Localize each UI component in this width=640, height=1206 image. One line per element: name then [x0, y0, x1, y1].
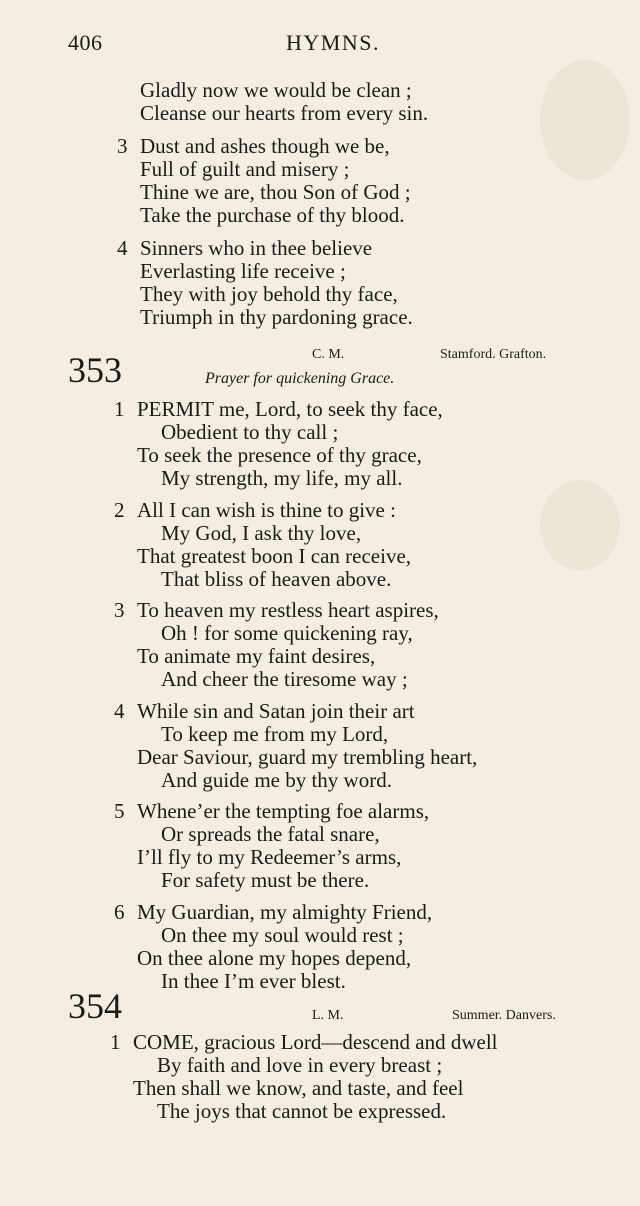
verse-line: Triumph in thy pardoning grace. [140, 305, 413, 329]
verse-line: My Guardian, my almighty Friend, [137, 900, 433, 924]
page-number: 406 [68, 30, 103, 55]
verse-line: On thee alone my hopes depend, [137, 946, 412, 970]
verse-line: To heaven my restless heart aspires, [137, 598, 439, 622]
verse-line: For safety must be there. [161, 868, 370, 892]
verse-line: They with joy behold thy face, [140, 282, 398, 306]
verse-line: I’ll fly to my Redeemer’s arms, [137, 845, 402, 869]
verse-line: Sinners who in thee believe [140, 236, 373, 260]
verse-line: Gladly now we would be clean ; [140, 78, 412, 102]
verse-line: COME, gracious Lord—descend and dwell [133, 1030, 498, 1054]
hymn-tunes: Stamford. Grafton. [440, 347, 547, 362]
verse-line: To animate my faint desires, [137, 644, 376, 668]
verse-line: Thine we are, thou Son of God ; [140, 180, 411, 204]
verse-number: 6 [114, 900, 125, 924]
verse-line: Oh ! for some quickening ray, [161, 621, 413, 645]
hymn-meter: C. M. [312, 347, 345, 362]
verse-line: Cleanse our hearts from every sin. [140, 101, 429, 125]
verse-line: My God, I ask thy love, [161, 521, 362, 545]
hymn-number: 354 [68, 986, 122, 1026]
hymn-subtitle: Prayer for quickening Grace. [205, 370, 395, 387]
verse-line: To keep me from my Lord, [161, 722, 389, 746]
verse-number: 3 [114, 598, 125, 622]
verse-line: Take the purchase of thy blood. [140, 203, 405, 227]
verse-line: Whene’er the tempting foe alarms, [137, 799, 430, 823]
verse-number: 3 [117, 134, 128, 158]
verse-line: That bliss of heaven above. [161, 567, 392, 591]
verse-line: PERMIT me, Lord, to seek thy face, [137, 397, 443, 421]
verse-number: 5 [114, 799, 125, 823]
verse-line: Dust and ashes though we be, [140, 134, 390, 158]
hymn-meter: L. M. [312, 1008, 344, 1023]
running-title: HYMNS. [286, 30, 380, 55]
verse-line: Dear Saviour, guard my trembling heart, [137, 745, 478, 769]
verse-line: Everlasting life receive ; [140, 259, 346, 283]
verse-line: To seek the presence of thy grace, [137, 443, 422, 467]
hymn-number: 353 [68, 350, 122, 390]
verse-line: My strength, my life, my all. [161, 466, 403, 490]
verse-line: And cheer the tiresome way ; [161, 667, 408, 691]
verse-line: Full of guilt and misery ; [140, 157, 350, 181]
verse-line: In thee I’m ever blest. [161, 969, 346, 993]
verse-line: Then shall we know, and taste, and feel [133, 1076, 464, 1100]
verse-line: On thee my soul would rest ; [161, 923, 404, 947]
verse-line: By faith and love in every breast ; [157, 1053, 443, 1077]
verse-line: Obedient to thy call ; [161, 420, 339, 444]
verse-number: 4 [114, 699, 125, 723]
page-stain [540, 480, 620, 570]
verse-number: 1 [114, 397, 125, 421]
verse-line: That greatest boon I can receive, [137, 544, 412, 568]
verse-line: The joys that cannot be expressed. [157, 1099, 447, 1123]
verse-line: Or spreads the fatal snare, [161, 822, 380, 846]
hymn-tunes: Summer. Danvers. [452, 1008, 556, 1023]
verse-line: While sin and Satan join their art [137, 699, 415, 723]
page-stain [540, 60, 630, 180]
verse-number: 1 [110, 1030, 121, 1054]
verse-number: 4 [117, 236, 128, 260]
verse-line: All I can wish is thine to give : [137, 498, 396, 522]
verse-line: And guide me by thy word. [161, 768, 392, 792]
verse-number: 2 [114, 498, 125, 522]
